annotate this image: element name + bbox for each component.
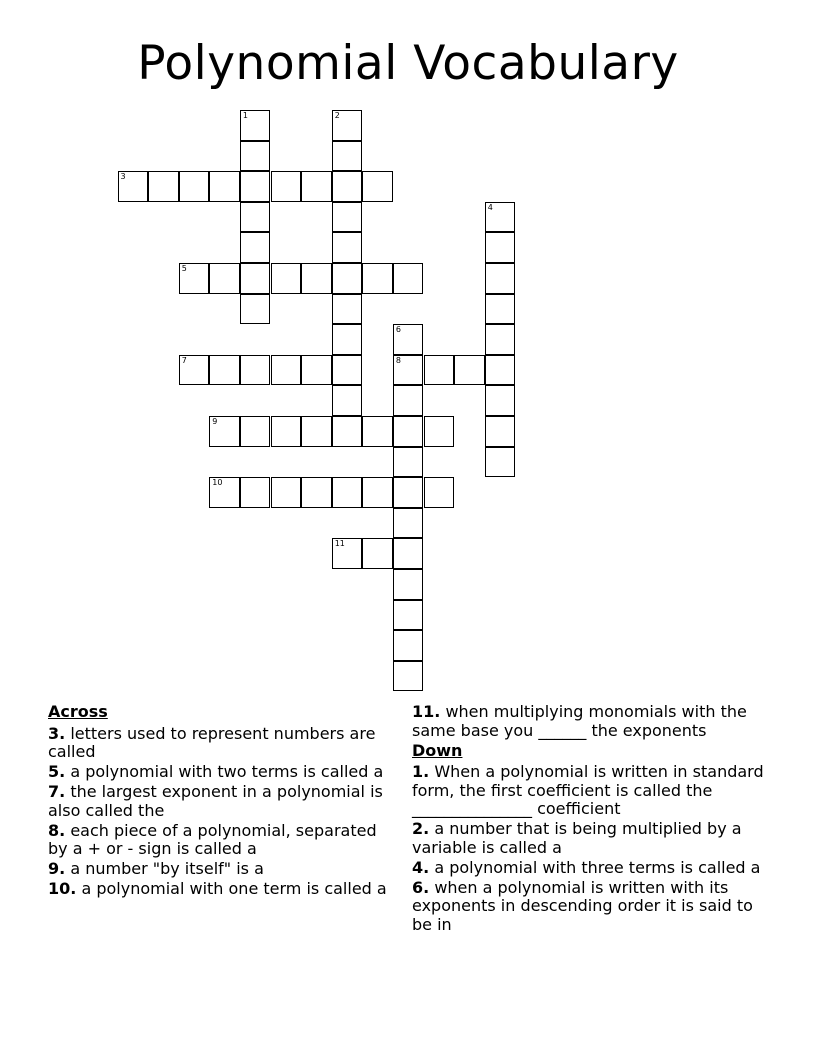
clue-across-8: 8. each piece of a polynomial, separated by a + or - sign is called a	[48, 820, 377, 858]
cell-number: 11	[334, 539, 345, 549]
grid-cell[interactable]	[393, 661, 424, 692]
clue-down-4: 4. a polynomial with three terms is called a	[412, 857, 761, 877]
clue-across-11: 11. when multiplying monomials with the same base you ______ the exponents	[412, 702, 747, 740]
clue-down-2: 2. a number that is being multiplied by a variable is called a	[412, 819, 742, 857]
grid-cell[interactable]	[393, 447, 424, 478]
grid-cell[interactable]	[424, 355, 455, 386]
grid-cell[interactable]	[362, 477, 393, 508]
grid-cell[interactable]	[209, 355, 240, 386]
grid-cell[interactable]	[240, 171, 271, 202]
cell-number: 9	[212, 417, 218, 426]
grid-cell[interactable]	[240, 141, 271, 172]
cell-number: 8	[395, 355, 401, 365]
grid-cell[interactable]	[209, 416, 240, 447]
grid-cell[interactable]	[332, 355, 363, 386]
grid-cell[interactable]	[332, 110, 363, 141]
grid-cell[interactable]	[332, 202, 363, 233]
grid-cell[interactable]	[301, 355, 332, 386]
grid-cell[interactable]	[271, 171, 302, 202]
grid-cell[interactable]	[362, 538, 393, 569]
grid-cell[interactable]	[485, 294, 516, 325]
grid-cell[interactable]	[485, 263, 516, 294]
cell-number: 4	[487, 202, 493, 212]
grid-cell[interactable]	[240, 232, 271, 263]
grid-cell[interactable]	[393, 538, 424, 569]
grid-cell[interactable]	[485, 324, 516, 355]
grid-cell[interactable]	[301, 171, 332, 202]
grid-cell[interactable]	[485, 385, 516, 416]
clue-across-7: 7. the largest exponent in a polynomial is also called the	[48, 782, 383, 820]
grid-cell[interactable]	[332, 385, 363, 416]
grid-cell[interactable]	[179, 171, 210, 202]
grid-cell[interactable]	[393, 477, 424, 508]
grid-cell[interactable]	[240, 110, 271, 141]
cell-number: 10	[212, 478, 223, 488]
grid-cell[interactable]	[393, 355, 424, 386]
grid-cell[interactable]	[393, 600, 424, 631]
grid-cell[interactable]	[332, 232, 363, 263]
clues-column-right	[412, 703, 772, 936]
grid-cell[interactable]	[332, 324, 363, 355]
grid-cell[interactable]	[485, 447, 516, 478]
grid-cell[interactable]	[362, 416, 393, 447]
grid-cell[interactable]	[271, 477, 302, 508]
grid-cell[interactable]	[332, 263, 363, 294]
grid-cell[interactable]	[393, 324, 424, 355]
grid-cell[interactable]	[485, 355, 516, 386]
grid-cell[interactable]	[393, 569, 424, 600]
grid-cell[interactable]	[362, 263, 393, 294]
grid-cell[interactable]	[393, 508, 424, 539]
grid-cell[interactable]	[393, 416, 424, 447]
grid-cell[interactable]	[393, 263, 424, 294]
down-heading: Down	[412, 740, 463, 760]
clues-column-left	[48, 703, 400, 900]
grid-cell[interactable]	[209, 171, 240, 202]
grid-cell[interactable]	[393, 385, 424, 416]
grid-cell[interactable]	[240, 416, 271, 447]
cell-number: 1	[242, 111, 248, 120]
grid-cell[interactable]	[332, 294, 363, 325]
cell-number: 7	[181, 355, 187, 365]
grid-cell[interactable]	[240, 294, 271, 325]
grid-cell[interactable]	[485, 202, 516, 233]
grid-cell[interactable]	[362, 171, 393, 202]
across-heading: Across	[48, 702, 108, 721]
grid-cell[interactable]	[209, 263, 240, 294]
grid-cell[interactable]	[271, 263, 302, 294]
clue-down-1: 1. When a polynomial is written in standard form, the first coefficient is called the _______________ coefficient	[412, 762, 764, 818]
grid-cell[interactable]	[209, 477, 240, 508]
grid-cell[interactable]	[332, 416, 363, 447]
grid-cell[interactable]	[301, 477, 332, 508]
grid-cell[interactable]	[424, 477, 455, 508]
cell-number: 2	[334, 111, 340, 120]
clue-down-6: 6. when a polynomial is written with its exponents in descending order it is said to be in	[412, 877, 753, 934]
cell-number: 5	[181, 264, 187, 273]
grid-cell[interactable]	[454, 355, 485, 386]
clue-across-10: 10. a polynomial with one term is called a	[48, 879, 387, 898]
grid-cell[interactable]	[393, 630, 424, 661]
grid-cell[interactable]	[301, 416, 332, 447]
grid-cell[interactable]	[332, 141, 363, 172]
grid-cell[interactable]	[332, 477, 363, 508]
grid-cell[interactable]	[240, 355, 271, 386]
grid-cell[interactable]	[271, 355, 302, 386]
grid-cell[interactable]	[424, 416, 455, 447]
grid-cell[interactable]	[332, 538, 363, 569]
grid-cell[interactable]	[148, 171, 179, 202]
clue-across-9: 9. a number "by itself" is a	[48, 859, 264, 878]
clue-across-3: 3. letters used to represent numbers are called	[48, 723, 376, 761]
cell-number: 6	[395, 325, 401, 335]
cell-number: 3	[120, 172, 126, 182]
clue-across-5: 5. a polynomial with two terms is called a	[48, 762, 384, 781]
grid-cell[interactable]	[240, 477, 271, 508]
grid-cell[interactable]	[301, 263, 332, 294]
puzzle-title: Polynomial Vocabulary	[137, 36, 679, 91]
grid-cell[interactable]	[179, 355, 210, 386]
grid-cell[interactable]	[179, 263, 210, 294]
grid-cell[interactable]	[485, 416, 516, 447]
grid-cell[interactable]	[240, 263, 271, 294]
grid-cell[interactable]	[118, 171, 149, 202]
grid-cell[interactable]	[485, 232, 516, 263]
grid-cell[interactable]	[240, 202, 271, 233]
grid-cell[interactable]	[332, 171, 363, 202]
grid-cell[interactable]	[271, 416, 302, 447]
